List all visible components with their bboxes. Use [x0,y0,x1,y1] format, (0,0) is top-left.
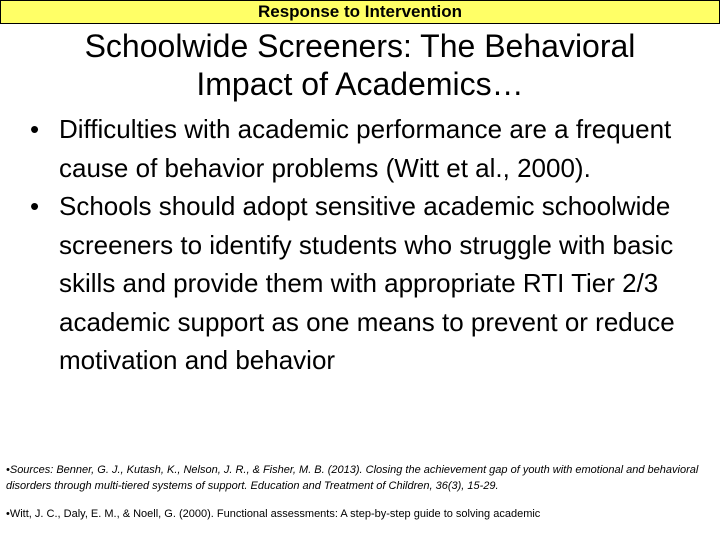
source-citation-witt: •Witt, J. C., Daly, E. M., & Noell, G. (2000). Functional assessments: A step-by-step guide to solving academic [6,508,541,520]
bullet-marker: • [30,191,40,221]
banner-title: Response to Intervention [257,2,463,21]
bullet-text: Schools should adopt sensitive academic schoolwide screeners to identify students who struggle with basic skills and provide them with appropriate RTI Tier 2/3 academic support as one means to prevent or reduce motivation and behavior [59,191,675,375]
source-citation-benner: •Sources: Benner, G. J., Kutash, K., Nelson, J. R., & Fisher, M. B. (2013). Closing the achievement gap of youth with emotional and behavioral disorders through multi-tiered systems of support. Education and Treatment of Children, 36(3), 15-29. [6,464,699,492]
slide-title [0,27,720,103]
bullet-item-screeners [0,187,720,380]
slide-title-line-2: Impact of Academics… [196,66,524,102]
bullet-list [0,110,720,380]
slide-title-line-1: Schoolwide Screeners: The Behavioral [84,28,636,64]
sources-section [6,462,714,522]
header-banner [0,0,720,24]
bullet-text: Difficulties with academic performance are a frequent cause of behavior problems (Witt et al., 2000). [59,114,672,183]
bullet-marker: • [30,114,40,144]
bullet-item-academic-difficulties [0,110,720,187]
